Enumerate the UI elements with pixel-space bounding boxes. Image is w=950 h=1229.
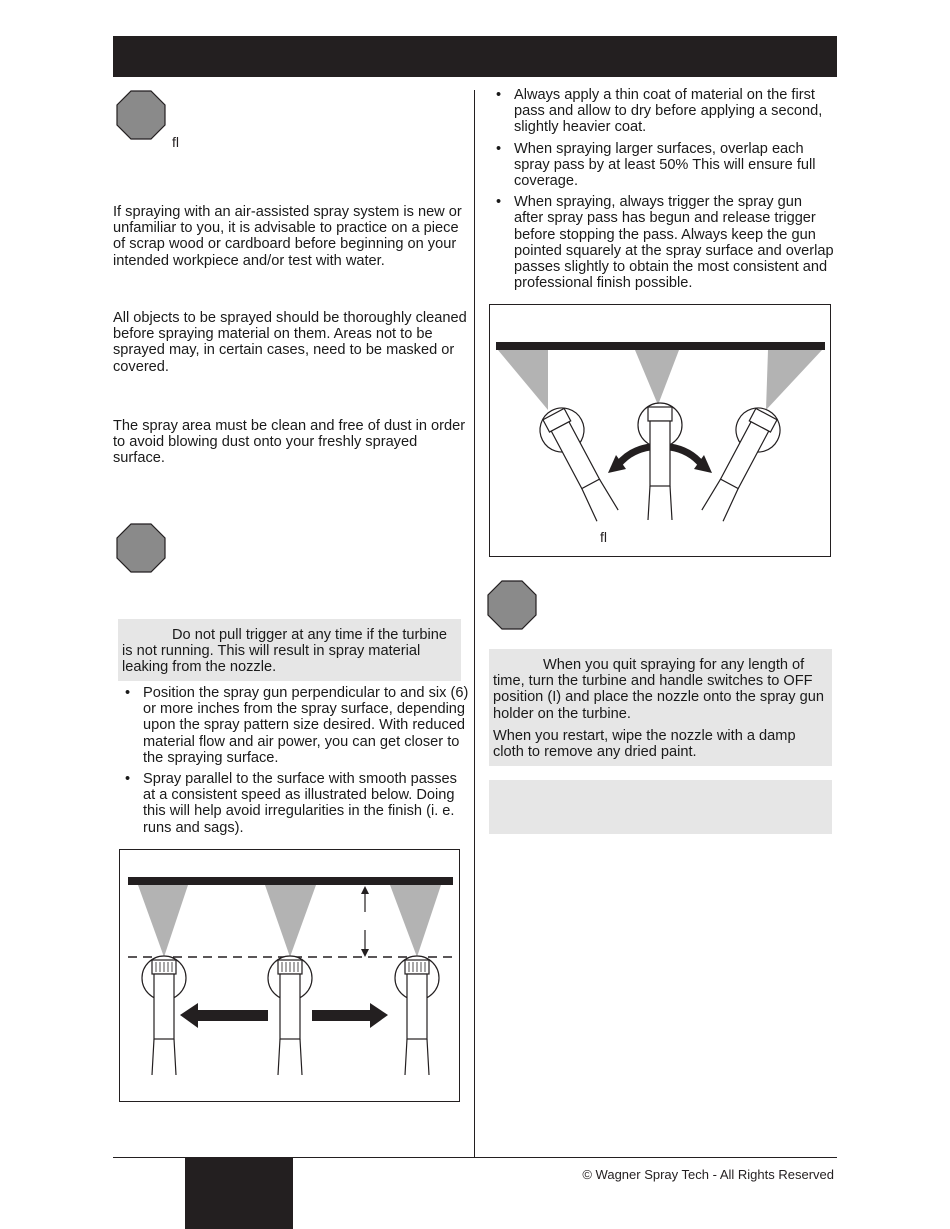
practice-paragraph: If spraying with an air-assisted spray system is new or unfamiliar to you, it is advisable to practice on a piece of scrap wood or cardboard before beginning on your intended workpiece and/or test with water. (113, 204, 462, 269)
octagon-icon (487, 580, 537, 630)
arcing-pass-illustration (490, 305, 830, 556)
list-item: • When spraying larger surfaces, overlap each spray pass by at least 50% This will ensure full coverage. (496, 140, 816, 190)
header-bar (113, 36, 837, 77)
list-item: • Position the spray gun perpendicular to and six (6) or more inches from the spray surface, depending upon the spray pattern size desired. With reduced material flow and air power, you can get closer to the spraying surface. (125, 685, 469, 766)
stop-spraying-notice (489, 649, 832, 766)
list-item: • Always apply a thin coat of material on the first pass and allow to dry before applying a second, slightly heavier coat. (496, 87, 823, 136)
ligature-glyph: ﬂ (172, 134, 179, 150)
left-bullet-list (119, 685, 469, 841)
octagon-icon (116, 523, 166, 573)
list-item: • Spray parallel to the surface with smooth passes at a consistent speed as illustrated below. Doing this will help avoid irregularities in the finish (i. e. runs and sags). (125, 771, 457, 836)
empty-notice-box (489, 780, 832, 834)
column-divider (474, 90, 475, 1158)
cleaning-paragraph: All objects to be sprayed should be thoroughly cleaned before spraying material on them. Areas not to be sprayed may, in certain cases, need to be masked or covered. (113, 310, 467, 375)
dust-paragraph: The spray area must be clean and free of dust in order to avoid blowing dust onto your freshly sprayed surface. (113, 418, 466, 467)
parallel-pass-illustration (120, 850, 459, 1101)
restart-text: When you restart, wipe the nozzle with a damp cloth to remove any dried paint. (493, 727, 796, 761)
stop-spraying-text: When you quit spraying for any length of time, turn the turbine and handle switches to OFF position (I) and place the nozzle onto the spray gun holder on the turbine. (493, 657, 825, 722)
footer-page-tab (185, 1158, 293, 1229)
list-item: • When spraying, always trigger the spray gun after spray pass has begun and release trigger before stopping the pass. Always keep the gun pointed squarely at the spray surface and overlap passes slightly to obtain the most consistent and professional finish possible. (496, 194, 834, 292)
trigger-notice-text: Do not pull trigger at any time if the turbine is not running. This will result in spray material leaking from the nozzle. (122, 627, 447, 676)
copyright-text: © Wagner Spray Tech - All Rights Reserved (582, 1167, 834, 1182)
arcing-pass-figure (489, 304, 831, 557)
ligature-glyph: ﬂ (600, 529, 607, 545)
right-bullet-list (490, 87, 835, 296)
parallel-pass-figure (119, 849, 460, 1102)
octagon-icon (116, 90, 166, 140)
trigger-notice (118, 619, 461, 681)
